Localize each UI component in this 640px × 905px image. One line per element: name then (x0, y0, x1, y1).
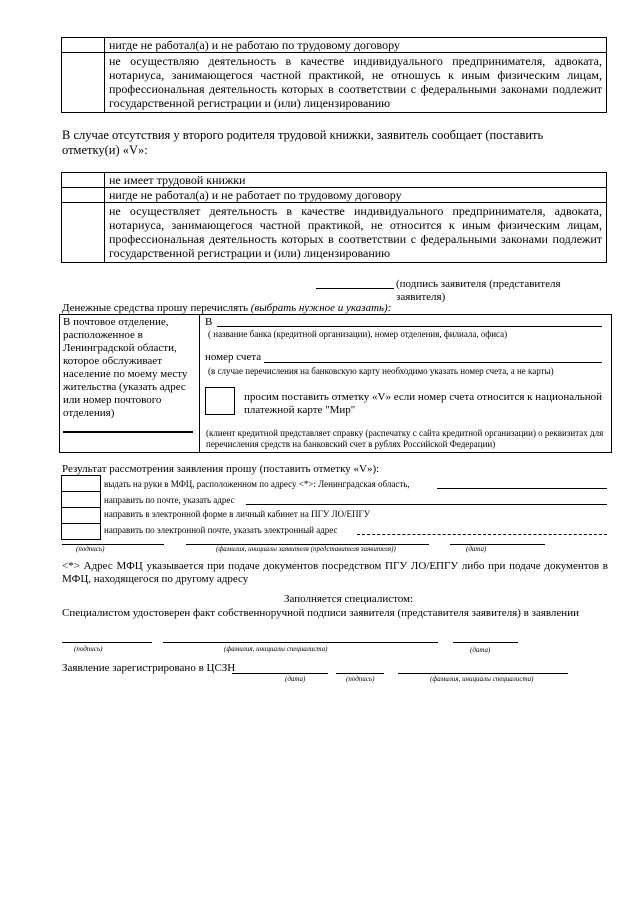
checkbox-cell[interactable] (62, 492, 101, 508)
table-row: не осуществляю деятельность в качестве индивидуального предпринимателя, адвоката, нотариуса, занимающегося частной практикой, не отношусь к иным физическим лицам, профессиональная деятельность которых в соответствии с федеральными законами подлежит государственной регистрации и (или) лицензированию (105, 53, 607, 113)
specialist-date-line[interactable] (453, 642, 518, 643)
mir-checkbox[interactable] (205, 387, 235, 415)
payment-divider (199, 315, 200, 452)
applicant-date-line[interactable] (450, 544, 545, 545)
caption-fio: (фамилия, инициалы заявителя (представителя заявителя)) (216, 545, 396, 553)
caption-fio: (фамилия, инициалы специалиста) (224, 645, 328, 653)
result-options (61, 475, 101, 540)
registered-date-line[interactable] (232, 673, 328, 674)
caption-date: (дата) (285, 675, 306, 683)
result-option-label: направить по почте, указать адрес (104, 495, 235, 505)
payment-heading-hint: (выбрать нужное и указать): (250, 302, 392, 314)
account-number-input[interactable] (264, 362, 602, 363)
payment-heading-text: Денежные средства прошу перечислять (62, 302, 249, 314)
checkbox-cell[interactable] (62, 188, 105, 203)
caption-podpis: (подпись) (76, 545, 105, 553)
table-row: не осуществляет деятельность в качестве индивидуального предпринимателя, адвоката, нотариуса, занимающегося частной практикой, не относится к иным физическим лицам, профессиональная деятельность которых в соответствии с федеральными законами подлежит государственной регистрации и (или) лицензированию (105, 203, 607, 263)
specialist-heading: Заполняется специалистом: (284, 593, 414, 605)
result-option-post (104, 495, 235, 506)
applicant-signature-caption: (подпись заявителя (представителя заявителя) (396, 278, 561, 303)
account-caption: (в случае перечисления на банковскую карту необходимо указать номер счета, а не карты) (208, 366, 554, 376)
checkbox-cell[interactable] (62, 53, 105, 113)
caption-date: (дата) (466, 545, 487, 553)
registered-name-line[interactable] (398, 673, 568, 674)
certificate-note: (клиент кредитной представляет справку (распечатку с сайта кредитной организации) о реквизитах для перечисления средств на банковский счет в рублях Российской Федерации) (206, 428, 604, 449)
registered-text: Заявление зарегистрировано в ЦСЗН (62, 662, 236, 674)
occupation-table-second-parent (61, 172, 607, 263)
checkbox-cell[interactable] (62, 524, 101, 540)
applicant-signature-line[interactable] (316, 288, 394, 289)
specialist-name-line[interactable] (163, 642, 438, 643)
result-option-label: направить по электронной почте, указать электронный адрес (104, 525, 338, 535)
checkbox-cell[interactable] (62, 476, 101, 492)
registered-sign-line[interactable] (336, 673, 384, 674)
checkbox-cell[interactable] (62, 38, 105, 53)
post-office-option: В почтовое отделение, расположенное в Ленинградской области, которое обслуживает население по моему месту жительства (указать адрес или номер почтового отделения) (63, 316, 188, 419)
specialist-text: Специалистом удостоверен факт собственноручной подписи заявителя (представителя заявителя) в заявлении (62, 607, 579, 619)
payment-method-box (59, 314, 612, 453)
checkbox-cell[interactable] (62, 173, 105, 188)
caption-date: (дата) (470, 646, 491, 654)
bank-name-input[interactable] (217, 326, 602, 327)
post-address-input[interactable] (246, 504, 607, 505)
caption-fio: (фамилия, инициалы специалиста) (430, 675, 534, 683)
specialist-sign-line[interactable] (62, 642, 152, 643)
post-office-input[interactable] (63, 431, 193, 433)
result-option-cabinet (104, 509, 370, 520)
bank-caption: ( название банка (кредитной организации), номер отделения, филиала, офиса) (208, 329, 508, 339)
checkbox-cell[interactable] (62, 508, 101, 524)
account-label: номер счета (205, 351, 262, 363)
table-row: нигде не работал(а) и не работаю по трудовому договору (105, 38, 607, 53)
table-row: не имеет трудовой книжки (105, 173, 607, 188)
mir-text: просим поставить отметку «V» если номер счета относится к национальной платежной карте "Мир" (244, 391, 602, 416)
result-option-email (104, 525, 338, 536)
result-option-label: направить в электронной форме в личный кабинет на ПГУ ЛО/ЕПГУ (104, 509, 371, 519)
mfc-footnote: <*> Адрес МФЦ указывается при подаче документов посредством ПГУ ЛО/ЕПГУ либо при подаче документов в МФЦ, находящегося по другому адресу (62, 560, 608, 585)
result-option-mfc (104, 479, 410, 490)
result-heading: Результат рассмотрения заявления прошу (поставить отметку «V»): (62, 463, 380, 475)
caption-podpis: (подпись) (74, 645, 103, 653)
bank-v-label: В (205, 316, 213, 328)
email-input[interactable] (357, 534, 607, 535)
table-row: нигде не работал(а) и не работает по трудовому договору (105, 188, 607, 203)
caption-podpis: (подпись) (346, 675, 375, 683)
mfc-address-input[interactable] (437, 488, 607, 489)
result-option-label: выдать на руки в МФЦ, расположенном по адресу <*>: Ленинградская область, (104, 479, 410, 489)
checkbox-cell[interactable] (62, 203, 105, 263)
second-parent-note: В случае отсутствия у второго родителя трудовой книжки, заявитель сообщает (поставить отметку(и) «V»: (62, 128, 544, 157)
occupation-table-applicant (61, 37, 607, 113)
